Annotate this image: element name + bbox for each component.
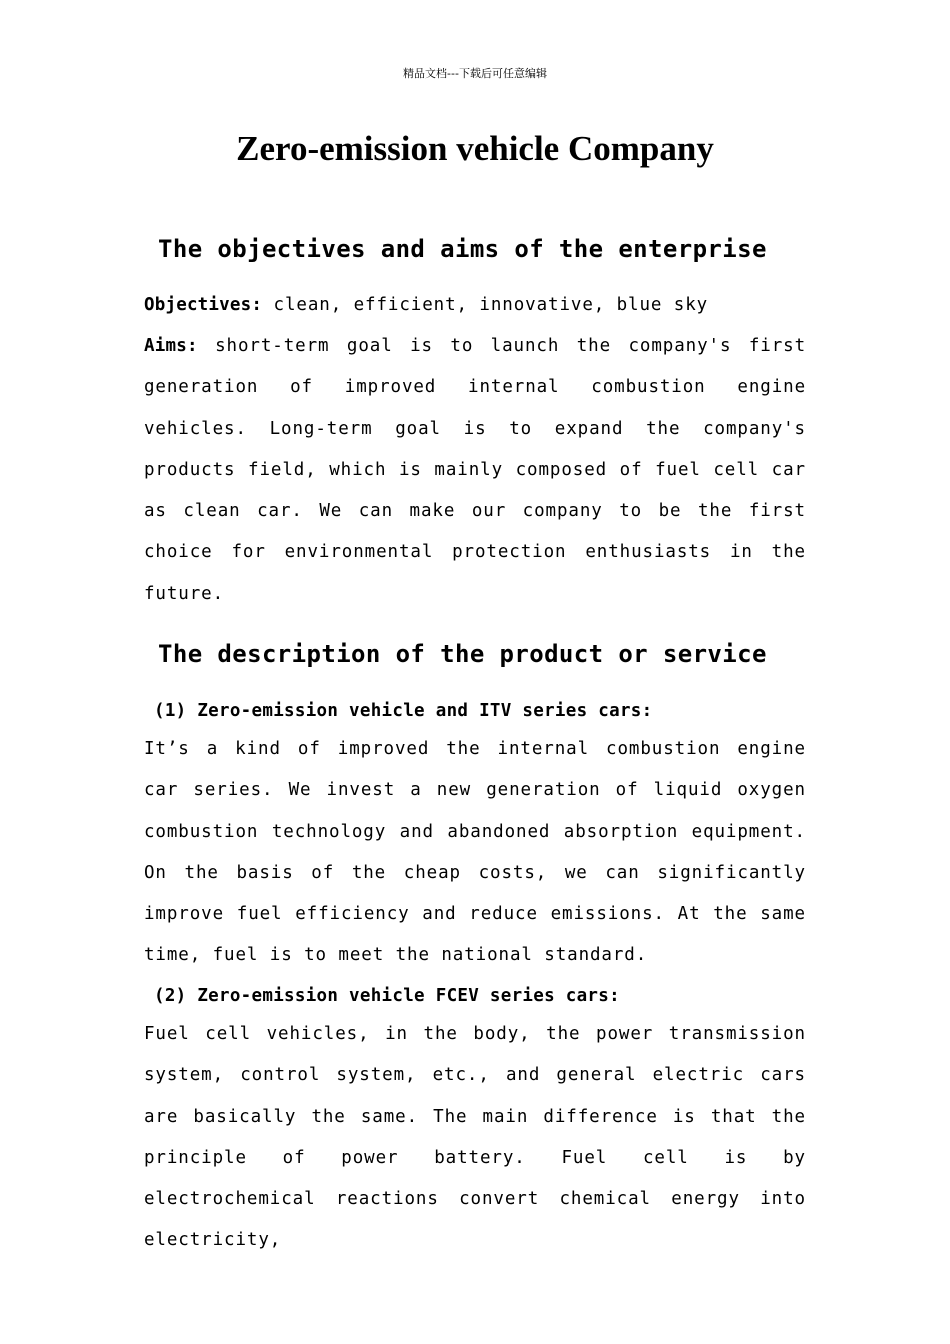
product-item-2-text: Fuel cell vehicles, in the body, the power transmission system, control system, etc., and general electric cars are basically the same. The main difference is that the principle of power battery. Fuel cell is by electrochemical reactions convert chemical energy into electricity, <box>144 1024 806 1251</box>
header-note: 精品文档---下载后可任意编辑 <box>403 67 547 80</box>
product-item-1-text: It’s a kind of improved the internal combustion engine car series. We invest a new generation of liquid oxygen combustion technology and abandoned absorption equipment. On the basis of the cheap costs, we can significantly improve fuel efficiency and reduce emissions. At the same time, fuel is to meet the national standard. <box>144 739 806 966</box>
section-heading-objectives: The objectives and aims of the enterprise <box>158 235 767 263</box>
objectives-text: clean, efficient, innovative, blue sky <box>262 295 709 315</box>
section-heading-product: The description of the product or service <box>158 640 767 668</box>
product-item-2-heading: (2) Zero-emission vehicle FCEV series cars: <box>154 986 620 1006</box>
document-title: Zero-emission vehicle Company <box>236 129 714 168</box>
aims-paragraph <box>144 326 806 615</box>
aims-text: short-term goal is to launch the company's first generation of improved internal combustion engine vehicles. Long-term goal is to expand the company's products field, which is mainly composed of fuel cell car as clean car. We can make our company to be the first choice for environmental protection enthusiasts in the future. <box>144 336 806 604</box>
product-item-1-heading: (1) Zero-emission vehicle and ITV series cars: <box>154 701 653 721</box>
aims-label: Aims: <box>144 336 198 356</box>
objectives-label: Objectives: <box>144 295 263 315</box>
objectives-paragraph <box>144 285 806 326</box>
